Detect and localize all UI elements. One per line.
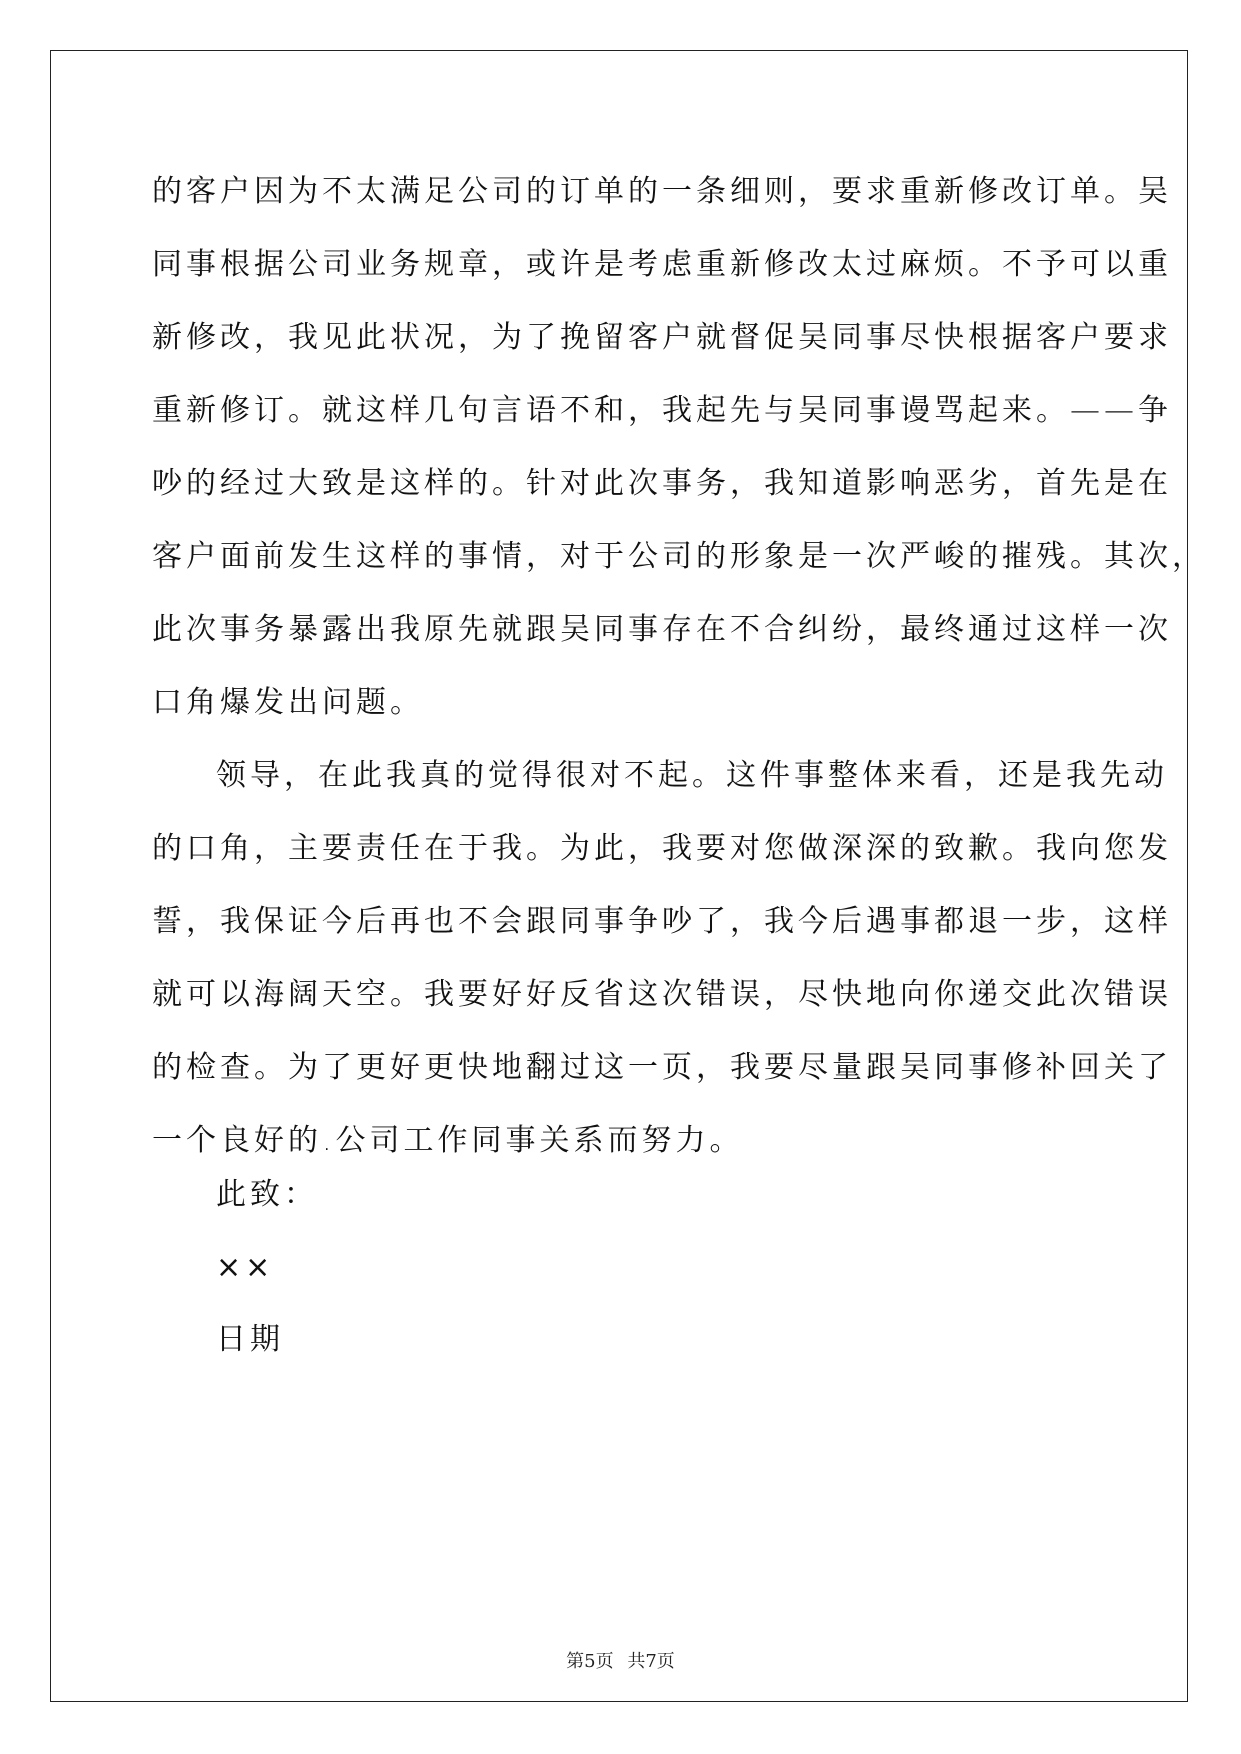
date-label: 日期 <box>216 1322 284 1357</box>
text-line: 同事根据公司业务规章，或许是考虑重新修改太过麻烦。不予可以重 <box>152 247 1172 282</box>
text-line: 的检查。为了更好更快地翻过这一页，我要尽量跟吴同事修补回关了 <box>152 1050 1172 1085</box>
text-line: 新修改，我见此状况，为了挽留客户就督促吴同事尽快根据客户要求 <box>152 320 1172 355</box>
page-number-total: 共7页 <box>627 1651 675 1672</box>
closing-salutation: 此致： <box>216 1177 318 1212</box>
text-line: 一个良好的.公司工作同事关系而努力。 <box>152 1123 744 1158</box>
text-line: 吵的经过大致是这样的。针对此次事务，我知道影响恶劣，首先是在 <box>152 466 1172 501</box>
paragraph-2 <box>152 739 1172 1177</box>
text-line: 客户面前发生这样的事情，对于公司的形象是一次严峻的摧残。其次， <box>152 539 1206 574</box>
text-line: 领导，在此我真的觉得很对不起。这件事整体来看，还是我先动 <box>216 758 1168 793</box>
page-footer <box>0 1647 1241 1673</box>
document-body <box>152 155 1206 1177</box>
text-line: 此次事务暴露出我原先就跟吴同事存在不合纠纷，最终通过这样一次 <box>152 612 1172 647</box>
text-line: 的口角，主要责任在于我。为此，我要对您做深深的致歉。我向您发 <box>152 831 1172 866</box>
text-line: 口角爆发出问题。 <box>152 685 424 720</box>
text-line: 就可以海阔天空。我要好好反省这次错误，尽快地向你递交此次错误 <box>152 977 1172 1012</box>
text-line: 誓，我保证今后再也不会跟同事争吵了，我今后遇事都退一步，这样 <box>152 904 1172 939</box>
page-number-current: 第5页 <box>566 1651 614 1672</box>
paragraph-1 <box>152 155 1206 739</box>
text-line: 重新修订。就这样几句言语不和，我起先与吴同事谩骂起来。——争 <box>152 393 1172 428</box>
signature: ×× <box>216 1250 275 1285</box>
text-line: 的客户因为不太满足公司的订单的一条细则，要求重新修改订单。吴 <box>152 174 1172 209</box>
